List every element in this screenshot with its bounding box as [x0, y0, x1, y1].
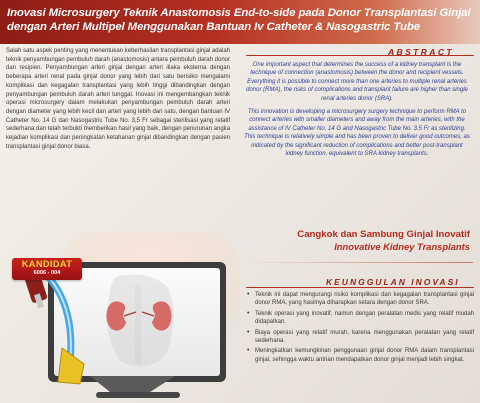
badge-label: KANDIDAT — [21, 259, 73, 269]
page-title: Inovasi Microsurgery Teknik Anastomosis End-to-side pada Donor Transplantasi Ginjal dengan Arteri Multipel Menggunakan Bantuan Iv Catheter & Nasogastric Tube — [7, 7, 471, 33]
intro-paragraph: Salah satu aspek penting yang menentukan keberhasilan transplantasi ginjal adalah teknik penyambungan pembuluh darah (anastomosis) antara pembuluh darah donor dan resipien. Penyambungan arteri ginjal dengan arteri iliaka eksterna dengan beberapa arteri renal pada ginjal donor yang lebih dari satu berisiko mengalami komplikasi dan kegagalan transplantasi yang lebih tinggi dibandingkan dengan penyambungan pembuluh darah arteri tunggal. Inovasi ini mengembangkan teknik operasi microsurgery dalam melakukan penyambungan pembuluh darah arteri dengan diameter yang lebih kecil dan arteri yang lebih dari satu, dengan bantuan IV Catheter No. 14 G dan Nasogastric Tube No. 3,5 Fr sebagai sterilisasi yang relatif sederhana dan telah terbukti memberikan hasil yang baik, dengan penurunan angka kejadian komplikasi dan peningkatan ketahanan ginjal dibandingkan dengan pasien transplantasi ginjal donor biasa. — [6, 48, 230, 150]
advantage-item: • Meningkatkan kemungkinan penggunaan ginjal donor RMA dalam transplantasi ginjal, sehingga waktu antrian mendapatkan donor ginjal menjadi lebih singkat. — [246, 347, 474, 364]
abstract-body — [244, 61, 470, 163]
candidate-badge — [12, 258, 82, 280]
advantages-list — [246, 291, 474, 366]
abstract-paragraph-2: This innovation is developing a microsurgery surgery technique to perform RMA to connect arteries with smaller diameters and away from the main arteries, with the assistance of IV Catheter No. 14 G and Nasogastric Tube No. 3.5 Fr as sterilizing. This technique is relatively simple and has been proven to deliver good outcomes, as indicated by the significant reduction of complications and better post-transplant kidney function, equivalent to SRA kidney transplants. — [244, 109, 470, 158]
badge-code: 6006 - 004 — [33, 270, 61, 276]
advantage-item: • Biaya operasi yang relatif murah, karena menggunakan peralatan yang relatif sederhana. — [246, 329, 474, 346]
abstract-paragraph-1: One important aspect that determines the success of a kidney transplant is the technique of connection (anastomosis) between the donor and recipient vessels. Everything it is possible to connect more than one arteries to multiple renal arteries donor (RMA), the risks of complications and transplant failure are higher than single renal arteries donor (SRA). — [246, 62, 468, 102]
section-divider — [245, 262, 473, 263]
advantages-heading: KEUNGGULAN INOVASI — [326, 277, 460, 287]
abstract-heading: ABSTRACT — [388, 47, 454, 57]
advantage-item: • Teknik ini dapat mengurangi risiko komplikasi dan kegagalan transplantasi ginjal donor RMA, yang hasilnya diharapkan setara dengan donor SRA. — [246, 291, 474, 308]
innovation-subtitle: Innovative Kidney Transplants — [334, 241, 470, 252]
innovation-title: Cangkok dan Sambung Ginjal Inovatif — [297, 229, 470, 240]
advantages-divider — [246, 287, 474, 288]
advantage-item: • Teknik operasi yang inovatif, namun dengan peralatan medis yang relatif mudah didapatkan. — [246, 310, 474, 327]
abstract-divider — [246, 55, 474, 56]
